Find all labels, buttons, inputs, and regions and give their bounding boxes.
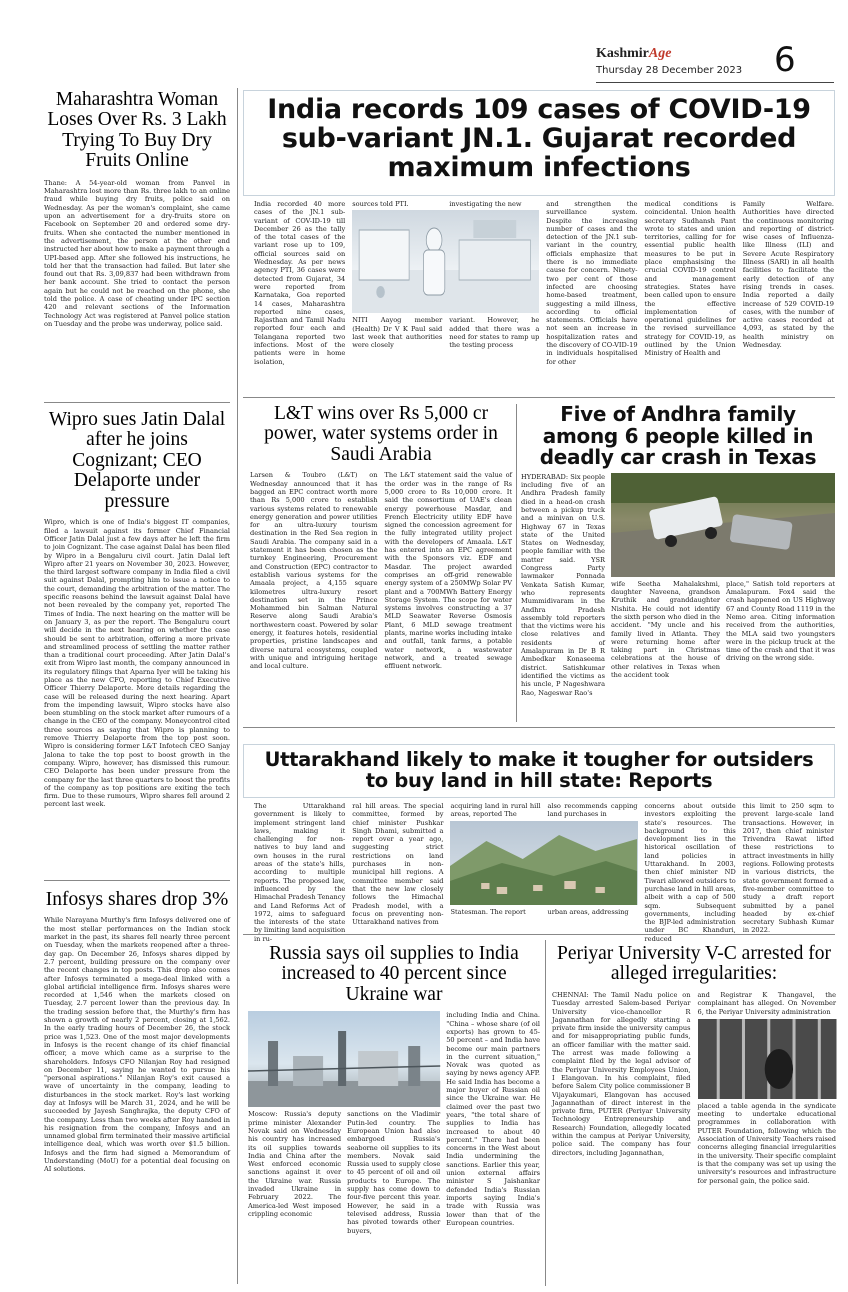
divider-maharashtra <box>44 402 230 403</box>
russia-col-1: Moscow: Russia's deputy prime minister Alexander Novak said on Wednesday his country has increased its oil supplies towards India and China after the West enforced economic sanctions against it over the Ukraine war. Russia invaded Ukraine in February 2022. The America-led West imposed crippling economic <box>248 1110 342 1218</box>
uttarakhand-col-6: this limit to 250 sqm to prevent large-scale land transactions. However, in 2017, then chief minister Trivendra Rawat lifted these restrictions to attract investments in hilly regions. Following protests in various districts, the state government formed a five-member committee to study a draft report submitted by a panel headed by ex-chief secretary Subhash Kumar in 2022. <box>742 802 834 935</box>
divider-covid <box>243 397 835 398</box>
divider-wipro <box>44 880 230 881</box>
periyar-col-2a: and Registrar K Thangavel, the complainant has alleged. On November 6, the Periyar University administration <box>697 990 836 1016</box>
covid-lab-photo <box>352 210 539 313</box>
russia-col-3: including India and China. "China – whose share (of oil exports) has grown to 45-50 percent – and India have become our main partners in the current situation," Novak was quoted as saying by news agency AFP. He said India has become a major buyer of Russian oil since the Ukraine war. He claimed over the past two years, "the total share of supplies to India has increased to about 40 percent." There had been concerns in the West about India undermining the sanctions. Earlier this year, union external affairs minister S Jaishankar defended India's Russian imports saying India's trade with Russia was lower than that of the European countries. <box>446 1011 540 1227</box>
russia-col-2: sanctions on the Vladimir Putin-led country. The European Union had also embargoed Russia's seaborne oil supplies to its members. Novak said Russia used to supply close to 45 percent of oil and oil products to Europe. The supply has come down to four-five percent this year. However, he said in a televised address, Russia has pivoted towards other buyers, <box>347 1110 441 1235</box>
covid-article <box>254 200 834 390</box>
arrest-illustration <box>698 1019 837 1099</box>
russia-headline: Russia says oil supplies to India increased to 40 percent since Ukraine war <box>269 943 519 1005</box>
lt-article <box>250 404 512 724</box>
uttarakhand-hills-photo <box>450 821 637 905</box>
lt-col-2: The L&T statement said the value of the order was in the range of Rs 5,000 crore to Rs 10,000 crore. It said the consortium of UAE's clean energy powerhouse Masdar, and French Electricity utility EDF have signed the concession agreement for the fully integrated utility project with the developers of Amaala. L&T has entered into an EPC agreement with the Sponsors viz. EDF and Masdar. The project awarded comprises an off-grid renewable energy system of a 250MWp Solar PV plant and a 700MWh Battery Energy Storage System. The scope for water systems involves constructing a 37 MLD Seawater Reverse Osmosis Plant, 6 MLD sewage treatment plants, marine works including intake and outfall, tank farms, a potable water network, a wastewater network, and a treated sewage effluent network. <box>384 471 512 671</box>
covid-col-6: Family Welfare. Authorities have directed the continuous monitoring and reporting of district-wise cases of Influenza-like Illness (ILI) and Severe Acute Respiratory Illness (SARI) in all health facilities to facilitate the early detection of any rising trends in cases. India reported a daily increase of 529 COVID-19 cases, with the number of active cases recorded at 4,093, as stated by the health ministry on Wednesday. <box>742 200 834 350</box>
periyar-headline: Periyar University V-C arrested for alleged irregularities: <box>556 943 832 985</box>
lt-headline: L&T wins over Rs 5,000 cr power, water systems order in Saudi Arabia <box>264 403 498 465</box>
uttarakhand-col-4b: urban areas, addressing <box>547 907 629 916</box>
divider-lt-andhra <box>516 404 517 722</box>
uttarakhand-headline: Uttarakhand likely to make it tougher for outsiders to buy land in hill state: Reports <box>264 748 814 793</box>
refinery-illustration <box>248 1011 440 1107</box>
masthead-rule <box>596 82 834 83</box>
uttarakhand-col-4a: also recommends capping land purchases in <box>547 802 638 819</box>
uttarakhand-col-3b: Statesman. The report <box>450 907 526 916</box>
russia-article <box>248 944 540 1286</box>
covid-col-3b: variant. However, he added that there was a need for states to ramp up the testing process <box>449 316 540 350</box>
lab-illustration <box>352 210 539 313</box>
uttarakhand-headline-box <box>243 744 835 798</box>
andhra-crash-photo <box>611 473 835 577</box>
andhra-headline: Five of Andhra family among 6 people killed in deadly car crash in Texas <box>539 402 817 470</box>
periyar-col-2b: placed a table agenda in the syndicate meeting to undertake educational programmes in collaboration with PUTER Foundation, following which the Association of University Teachers raised concerns alleging financial irregularities in the university. Their specific complaint is that the company was set up using the university's resources and infrastructure for personal gain, the police said. <box>697 1101 836 1185</box>
covid-col-5: medical conditions is coincidental. Union health secretary Sudhansh Pant wrote to states and union territories, calling for for essential public health measures to be put in place emphasising the crucial COVID-19 control and management strategies. States have been called upon to ensure the effective implementation of operational guidelines for the revised surveillance strategy for COVID-19, as outlined by the Union Ministry of Health and <box>644 200 736 358</box>
lt-col-1: Larsen & Toubro (L&T) on Wednesday announced that it has bagged an EPC contract worth more than Rs 5,000 crore to establish various systems related to renewable energy generation and power utilities for an ultra-luxury tourism destination in the Red Sea region in Saudi Arabia. The company said in a statement it has been chosen as the turnkey Engineering, Procurement and Construction (EPC) contractor to establish various systems for the Amaala project, a 4,155 square kilometres ultra-luxury resort destination set in the Prince Mohammed bin Salman Natural Reserve along Saudi Arabia's northwestern coast. Powered by solar energy, it features hotels, residential properties, pristine landscapes and diverse natural ecosystems, coupled with unique and intriguing heritage and local culture. <box>250 471 378 671</box>
andhra-col-3: place," Satish told reporters at Amalapuram. Fox4 said the crash happened on US Highway 67 and County Road 1119 in the Nemo area. Citing information received from the authorities, the MLA said two youngsters were in the pickup truck at the time of the crash and that it was driving on the wrong side. <box>726 579 835 663</box>
periyar-article <box>552 944 836 1286</box>
infosys-headline: Infosys shares drop 3% <box>45 889 229 910</box>
covid-col-2a: sources told PTI. <box>352 200 409 208</box>
page-number: 6 <box>774 40 796 80</box>
hills-illustration <box>450 821 637 905</box>
maharashtra-body: Thane: A 54-year-old woman from Panvel in Maharashtra lost more than Rs. three lakh to an online fraud while buying dry fruits, police said on Wednesday. As per the woman's complaint, she came upon an advertisement for a dry-fruits store on Facebook on September 20 and ordered some dry-fruits. When she contacted the number mentioned in the advertisement, the person at the other end instructed her about how to make a payment through a UPI-based app. After she followed his instructions, he told her that the transaction had failed. But later she found out that Rs. 3,09,837 had been withdrawn from her bank account. She tried to contact the person again but he could not be reached on the phone, she told the police. A case of cheating under IPC section 420 and relevant sections of the Information Technology Act was registered at Panvel police station on Tuesday and the probe was underway, police said. <box>44 178 230 328</box>
left-column-divider <box>237 88 238 1284</box>
uttarakhand-col-5: concerns about outside investors exploiting the state's resources. The background to this development lies in the historical oscillation of land policies in Uttarakhand. In 2003, then chief minister ND Tiwari allowed outsiders to purchase land in hill areas, albeit with a cap of 500 sqm. Subsequent governments, including the BJP-led administration under BC Khanduri, reduced <box>644 802 736 943</box>
covid-col-1: India recorded 40 more cases of the JN.1 sub-variant of COV-ID-19 till December 26 as the tally of the total cases of the variant rose up to 109, official sources said on Wednesday. As per news agency PTI, 36 cases were detected from Gujarat, 34 were reported from Karnataka, Goa reported 14 cases, Maharashtra reported nine cases, Rajasthan and Tamil Nadu reported four each and Telangana reported two infections. Most of the patients were in home isolation, <box>254 200 346 366</box>
maharashtra-headline: Maharashtra Woman Loses Over Rs. 3 Lakh Trying To Buy Dry Fruits Online <box>47 89 227 172</box>
infosys-body: While Narayana Murthy's firm Infosys delivered one of the most stellar performances on the Indian stock market in the past, its shares fell nearly three percent on Tuesday, when the markets reopened after a three-day gap. On December 26, Infosys shares dipped by 2.7 percent, building pressure on the company over the recent changes in top posts. This drop also comes after Infosys terminated a mega-deal linked with a global artificial intelligence firm. Infosys shares were recorded at 1,546 when the markets closed on Tuesday, 2.7 percent lower than the previous day. In the trading session before that, the Murthy's firm has shown a growth of nearly 2 percent, closing at 1,562. In the early trading hours of December 26, the stock price was 1,523. One of the most major developments in Infosys is the recent change of its chief financial officer, a move which came as a surprise to the shareholders. Infosys CFO Nilanjan Roy had resigned on December 11, saying he wanted to pursue his "personal aspirations." Nilanjan Roy's exit caused a wave of uncertainty in the company, leading to disturbances in the stock market. Roy's last working day at Infosys will be March 31, 2024, and he will be succeeded by Jayesh Sanghrajka, the deputy CFO of the company. Less than two weeks after Roy handed in his resignation from the company, Infosys and an unnamed global firm terminated their massive artificial intelligence deal, which was worth over $1.5 billion. Infosys and the firm had signed a Memorandum of Understanding (MoU) for a potential deal focusing on AI solutions. <box>44 916 230 1174</box>
maharashtra-article <box>44 90 230 400</box>
covid-col-4: and strengthen the surveillance system. Despite the increasing number of cases and the detection of the JN.1 sub-variant in the country, officials emphasize that there is no immediate cause for concern. Ninety-two per cent of those infected are choosing home-based treatment, suggesting a mild illness, according to official statements. Officials have not seen an increase in hospitalization rates and the discovery of CO-VID-19 in individuals hospitalised for other <box>546 200 638 366</box>
divider-mid <box>243 727 835 728</box>
andhra-article <box>521 404 835 724</box>
uttarakhand-col-2: ral hill areas. The special committee, formed by chief minister Pushkar Singh Dhami, submitted a report over a year ago, suggesting strict restrictions on land purchases in non-municipal hill regions. A committee member said that the new law closely follows the Himachal Pradesh model, with a focus on preventing non-Uttarakhand natives from <box>352 802 444 927</box>
masthead <box>596 40 836 84</box>
covid-col-3a: investigating the new <box>449 200 522 208</box>
crash-illustration <box>611 473 835 577</box>
uttarakhand-col-1: The Uttarakhand government is likely to implement stringent land laws, making it challenging for non-natives to buy land and own houses in the rural areas of the state's hills, according to multiple reports. The proposed law, influenced by the Himachal Pradesh Tenancy and Land Reforms Act of 1972, aims to safeguard the interests of the state by limiting land acquisition in ru- <box>254 802 346 943</box>
wipro-headline: Wipro sues Jatin Dalal after he joins Cognizant; CEO Delaporte under pressure <box>48 409 226 512</box>
uttarakhand-col-3a: acquiring land in rural hill areas, reported The <box>450 802 541 819</box>
covid-headline-box <box>243 90 835 196</box>
andhra-col-2: wife Seetha Mahalakshmi, daughter Naveena, grandson Kruthik and granddaughter Nishita. He could not identify the sixth person who died in the accident. "My uncle and his family lived in Atlanta. They were returning home after taking part in Christmas celebrations at the house of other relatives in Texas when the accident took <box>611 579 720 680</box>
divider-bottom <box>243 934 835 935</box>
andhra-col-1: HYDERABAD: Six people including five of an Andhra Pradesh family died in a head-on crash between a pickup truck and a minivan on U.S. Highway 67 in Texas state of the United States on Wednesday, people familiar with the matter said. YSR Congress Party lawmaker Ponnada Venkata Satish Kumar, who represents Mummidivaram in the Andhra Pradesh assembly told reporters that the victims were his close relatives and residents of Amalapuram in Dr B R Ambedkar Konaseema district. Satishkumar identified the victims as his uncle, P Nageshwara Rao, Nageswar Rao's <box>521 472 605 697</box>
covid-headline: India records 109 cases of COVID-19 sub-variant JN.1. Gujarat recorded maximum infections <box>267 94 811 184</box>
wipro-body: Wipro, which is one of India's biggest IT companies, filed a lawsuit against its former Chief Financial Officer Jatin Dalal just a few days after he left the firm to join Cognizant. The case against Dalal has been filed by Wipro in a Bengaluru civil court. Jatin Dalal left Wipro after 21 years on November 30, 2023. However, the third largest software company in India filed a civil suit against Dalal, prompting him to issue a notice to the court, demanding the arbitration of the matter. The specific reasons behind the lawsuit against Dalal have not been revealed by the company yet, reported The Times of India. The next hearing on the matter will be on January 3, as per the report. The Bengaluru court will decide in the next hearing on whether the case should be sent to arbitration, offering a more private and streamlined process of settling the matter rather than a traditional court proceeding. After Jatin Dalal's exit from Wipro last month, the company announced in its regulatory filings that Aparna Iyer will be taking his place as the new CFO, reporting to Chief Executive Officer Thierry Delaporte. More details regarding the case will be released during the next hearing. Apart from the impending lawsuit, Wipro stocks have also been stumbling on the stock market after rumours of a change in the CEO of the company. Moneycontrol cited three sources as saying that Wipro is planning to remove Thierry Delaporte from the top post soon. Wipro is considering former L&T Infotech CEO Sanjay Jalona to take the top post to boost growth in the company. Wipro, however, has dismissed this rumour. CEO Delaporte has been under pressure from the company for the last three quarters to boost the profits of the company as top positions are exiting the tech firm. Due to these rumours, Wipro shares fell around 2 percent last week. <box>44 518 230 809</box>
masthead-date: Thursday 28 December 2023 <box>596 65 743 76</box>
infosys-article <box>44 890 230 1286</box>
masthead-logo <box>596 46 671 62</box>
periyar-arrest-photo <box>698 1019 837 1099</box>
masthead-brand-b: Age <box>648 46 672 61</box>
masthead-brand-a: Kashmir <box>596 46 649 61</box>
wipro-article <box>44 410 230 878</box>
periyar-col-1: CHENNAI: The Tamil Nadu police on Tuesday arrested Salem-based Periyar University vice-chancellor R Jagannathan for allegedly starting a private firm inside the university campus and for misappropriating public funds, an officer familiar with the matter said. The arrest was made following a complaint filed by the legal advisor of the Periyar University Employees Union, I Elangovan. In his complaint, filed before Salem City police commissioner B Vijayakumari, Elangovan has accused Jagannathan of direct interest in the private firm, PUTER (Periyar University Technology Entrepreneurship and Research) Foundation, allegedly located within the campus at Periyar University, police said. The company has four directors, including Jagannathan, <box>552 990 691 1157</box>
russia-refinery-photo <box>248 1011 440 1107</box>
uttarakhand-article <box>254 802 834 943</box>
divider-russia-periyar <box>545 940 546 1286</box>
covid-photo-caption: NITI Aayog member (Health) Dr V K Paul said last week that authorities were closely <box>352 316 443 350</box>
